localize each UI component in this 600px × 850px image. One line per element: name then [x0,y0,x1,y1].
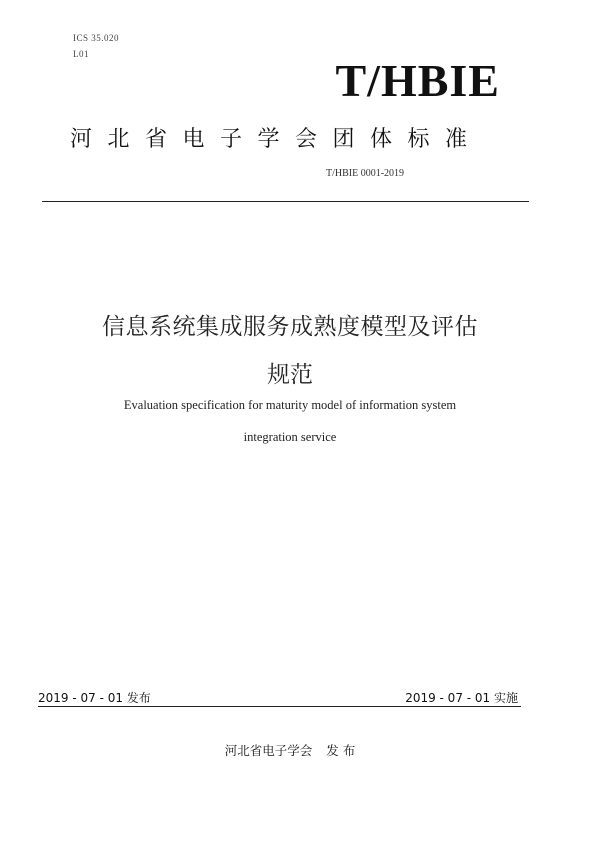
ccs-code: L01 [73,49,89,59]
ics-code: ICS 35.020 [73,33,120,43]
publish-date: 2019 - 07 - 01 发布 [38,691,151,705]
footer-divider [38,706,521,707]
issuer-action: 发 布 [326,743,356,758]
issuer-name: 河北省电子学会 [224,743,313,758]
organization-title: 河北省电子学会团体标准 [70,127,483,152]
header-divider [42,201,529,202]
standard-number: T/HBIE 0001-2019 [326,168,405,179]
document-title-zh-line1: 信息系统集成服务成熟度模型及评估 [102,314,478,340]
standard-brand: T/HBIE [335,55,500,106]
issuer-line [0,741,580,759]
document-title-zh-line2: 规范 [267,362,313,388]
document-title-en-line1: Evaluation specification for maturity model of information system [123,398,457,412]
document-title-en-line2: integration service [243,430,337,444]
implement-date: 2019 - 07 - 01 实施 [405,691,518,705]
